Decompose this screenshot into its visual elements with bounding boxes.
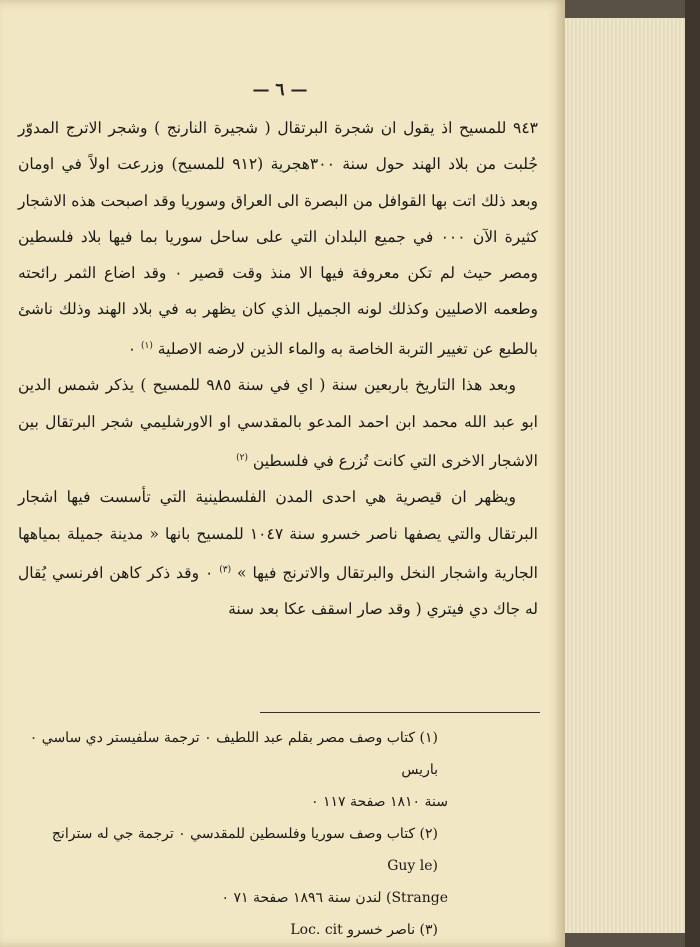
footnote: Strange) لندن سنة ١٨٩٦ صفحة ٧١ ٠ — [221, 890, 448, 906]
footnote: (٣) ناصر خسرو Loc. cit — [290, 922, 438, 938]
main-text — [18, 110, 538, 628]
page-number: — ٦ — — [252, 80, 308, 100]
footnote-mark: (٢) — [236, 452, 248, 463]
page-stack-edge — [565, 18, 688, 933]
footnote: سنة ١٨١٠ صفحة ١١٧ ٠ — [311, 794, 448, 810]
footnote-divider — [260, 712, 540, 713]
paragraph: ويظهر ان قيصرية هي احدى المدن الفلسطينية التي تأسست فيها اشجار البرتقال والتي يصفها ناصر خسرو سنة ١٠٤٧ للمسيح بانها « مدينة جميلة بمياهها الجارية واشجار النخل والبرتقال والاترنج فيها » $^{(٣)}$ ٠ وقد ذكر كاهن افرنسي يُقال له جاك دي فيتري ( وقد صار اسقف عكا بعد سنة — [18, 488, 538, 619]
footnote-mark: (١) — [140, 340, 153, 351]
footnote-mark: (٣) — [219, 564, 232, 575]
footnotes — [18, 722, 538, 946]
book-cover-edge — [685, 0, 700, 947]
paragraph: ٩٤٣ للمسيح اذ يقول ان شجرة البرتقال ( شجيرة النارنج ) وشجر الاترج المدوّر جُلبت من بلاد الهند حول سنة ٣٠٠هجرية (٩١٢ للمسيح) وزرعت اولاً في اومان وبعد ذلك اتت بها القوافل من البصرة الى العراق وسوريا وقد اصبحت هذه الاشجار كثيرة الآن ٠٠٠ في جميع البلدان التي على ساحل سوريا بما فيها بلاد فلسطين ومصر حيث لم تكن معروفة فيها الا منذ وقت قصير ٠ وقد اضاع الثمر رائحته وطعمه الاصليين وكذلك لونه الجميل الذي كان يظهر به في بلاد الهند وذلك ناشئ بالطبع عن تغيير التربة الخاصة به والماء الذين لارضه الاصلية $^{(١)}$ ٠ — [18, 119, 539, 358]
footnote: (٢) كتاب وصف سوريا وفلسطين للمقدسي ٠ ترجمة جي له سترانج (Guy le — [51, 826, 438, 874]
footnote: (١) كتاب وصف مصر بقلم عبد اللطيف ٠ ترجمة سلفيستر دي ساسي ٠ باريس — [29, 730, 438, 778]
paragraph: وبعد هذا التاريخ باربعين سنة ( اي في سنة ٩٨٥ للمسيح ) يذكر شمس الدين ابو عبد الله محمد ابن احمد المدعو بالمقدسي او الاورشليمي شجر البرتقال بين الاشجار الاخرى التي كانت تُزرع في فلسطين $^{(٢)}$ — [18, 376, 538, 470]
